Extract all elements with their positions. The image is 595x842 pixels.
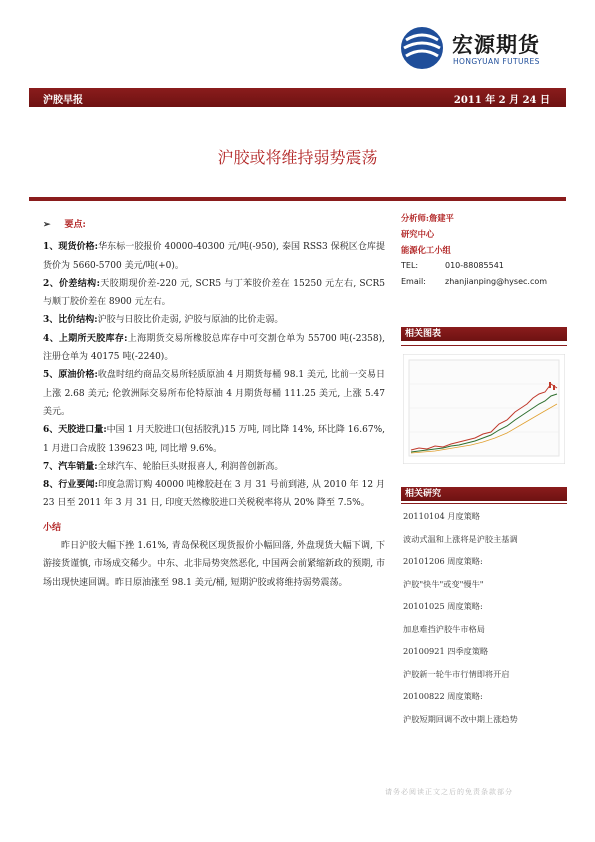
list-item [43,311,385,329]
item-text: 中国 1 月天胶进口(包括胶乳)15 万吨, 同比降 14%, 环比降 16.67%, 1 月进口合成胶 139623 吨, 同比增 9.6%。 [43,425,385,454]
page-title: 沪胶或将维持弱势震荡 [217,148,378,167]
keypoints-label: 要点: [64,220,86,230]
header-bar [29,88,566,107]
related-chart-heading: 相关图表 [401,327,567,341]
analyst-name: 分析师:詹建平 [401,213,454,223]
related-research-heading: 相关研究 [401,487,567,501]
main-content [43,216,385,592]
item-text: 上海期货交易所橡胶总库存中可交割仓单为 55700 吨(-2358), 注册仓单为 40175 吨(-2240)。 [43,333,385,363]
item-text: 沪胶与日胶比价走弱, 沪胶与原油的比价走弱。 [97,315,284,326]
hongyuan-logo-icon [400,26,446,70]
email-label: Email: [401,277,426,286]
department: 研究中心 [401,229,435,239]
research-item[interactable]: 20101206 周度策略: [403,556,483,566]
research-item[interactable]: 沪胶短期回调不改中期上涨趋势 [403,713,518,724]
sidebar-analyst [401,210,567,290]
arrow-bullet-icon: ➢ [43,220,51,230]
research-item[interactable]: 20101025 周度策略: [403,601,483,611]
research-item[interactable]: 沪胶新一轮牛市行情即将开启 [403,668,510,679]
research-item[interactable]: 沪胶"快牛"或变"慢牛" [403,578,484,589]
list-item [43,238,385,275]
research-item[interactable]: 20100921 四季度策略 [403,646,489,656]
logo-name-en: HONGYUAN FUTURES [453,57,540,66]
item-label: 5、原油价格: [43,370,98,381]
research-item[interactable]: 波动式温和上涨将是沪胶主基调 [403,533,518,544]
report-date: 2011 年 2 月 24 日 [453,95,550,106]
list-item [43,476,385,513]
list-item [43,421,385,458]
item-label: 2、价差结构: [43,278,100,289]
tel-row [401,258,567,274]
email-row [401,274,567,290]
item-label: 8、行业要闻: [43,480,98,491]
team: 能源化工小组 [401,245,451,255]
summary-heading: 小结 [43,522,62,533]
item-label: 1、现货价格: [43,242,98,253]
research-item[interactable]: 20100822 周度策略: [403,691,483,701]
company-logo [400,26,570,70]
item-text: 印度急需订购 40000 吨橡胶赶在 3 月 31 号前到港, 从 2010 年 12 月 23 日至 2011 年 3 月 31 日, 印度天然橡胶进口关税税率将从 20% 降至 7.5%。 [43,480,385,509]
section-divider [401,345,567,346]
research-item[interactable]: 20110104 月度策略 [403,511,481,521]
report-type: 沪胶早报 [43,95,83,106]
item-label: 6、天胶进口量: [43,425,107,436]
item-text: 全球汽车、轮胎巨头财报喜人, 利润普创新高。 [97,461,284,472]
related-research-list [403,505,569,730]
logo-name-cn: 宏源期货 [452,33,540,57]
list-item [43,275,385,312]
summary-paragraph: 昨日沪胶大幅下挫 1.61%, 青岛保税区现货报价小幅回落, 外盘现货大幅下调, 下游接货谨慎, 市场成交稀少。中东、北非局势突然恶化, 中国两会前紧缩新政的预期, 市场出现快速回调。昨日原油涨至 98.1 美元/桶, 短期沪胶或将维持弱势震荡。 [43,541,385,588]
title-rule [29,197,566,201]
item-label: 4、上期所天胶库存: [43,333,128,344]
email-value[interactable]: zhanjianping@hysec.com [445,277,548,286]
list-item [43,458,385,476]
list-item [43,366,385,421]
tel-value: 010-88085541 [445,261,504,270]
list-item [43,330,385,367]
item-text: 华东标一胶报价 40000-40300 元/吨(-950), 泰国 RSS3 保税区仓库提货价为 5660-5700 美元/吨(+0)。 [43,242,385,271]
item-text: 天胶期现价差-220 元, SCR5 与丁苯胶价差在 15250 元左右, SCR5 与顺丁胶价差在 8900 元左右。 [43,278,385,308]
disclaimer-footer: 请务必阅读正文之后的免责条款部分 [385,788,513,796]
item-label: 3、比价结构: [43,315,98,326]
tel-label: TEL: [401,261,419,270]
item-text: 收盘时纽约商品交易所轻质原油 4 月期货每桶 98.1 美元, 比前一交易日上涨 2.68 美元; 伦敦洲际交易所布伦特原油 4 月期货每桶 111.25 美元, 上涨 5.47 美元。 [43,370,385,417]
keypoints-heading [43,216,385,234]
section-divider [401,503,567,504]
research-item[interactable]: 加息难挡沪胶牛市格局 [403,623,485,634]
related-chart-thumbnail [403,354,565,464]
item-label: 7、汽车销量: [43,461,98,472]
